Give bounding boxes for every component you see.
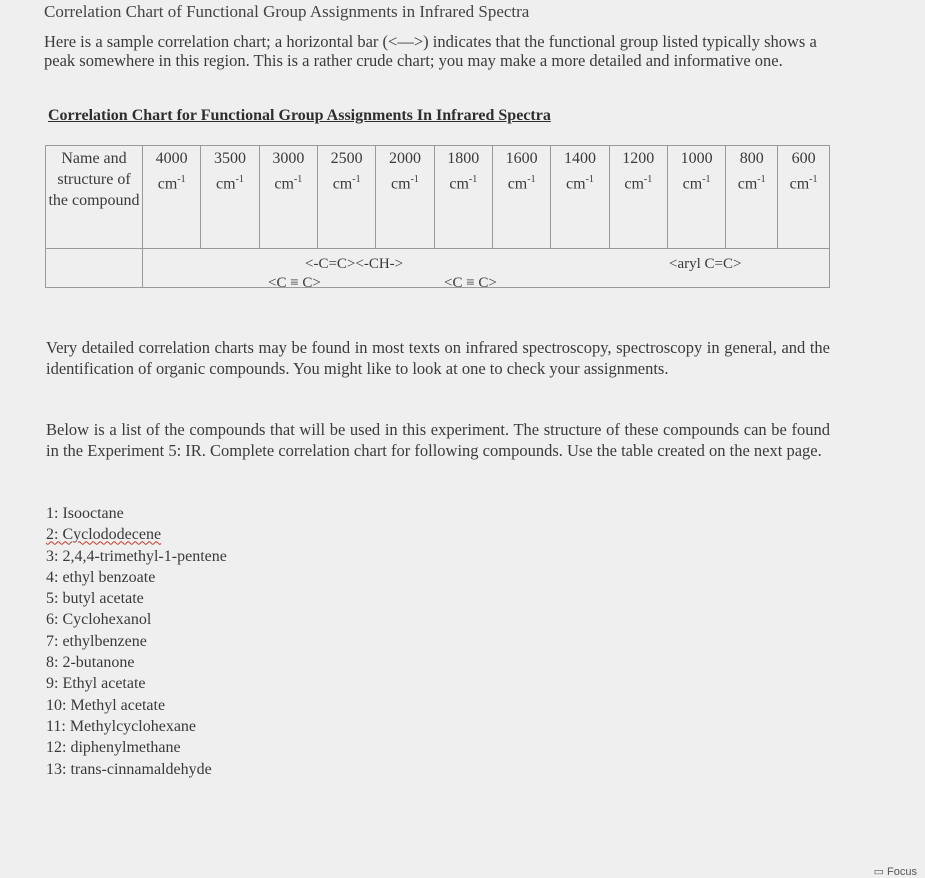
list-item: 10: Methyl acetate	[46, 696, 166, 714]
list-item: 13: trans-cinnamaldehyde	[46, 760, 212, 778]
focus-label: Focus	[887, 866, 917, 878]
list-item: 5: butyl acetate	[46, 590, 144, 608]
list-item: 2: Cyclododecene	[46, 526, 162, 544]
focus-icon: ▭	[873, 866, 884, 878]
wavenumber-cell: 600 $cm^{-1}$	[778, 146, 830, 249]
correlation-table	[45, 145, 830, 291]
wavenumber-cell: 1000 $cm^{-1}$	[667, 146, 725, 249]
list-item: 12: diphenylmethane	[46, 739, 181, 757]
intro-paragraph: Here is a sample correlation chart; a horizontal bar (<—>) indicates that the functional group listed typically shows a peak somewhere in this region. This is a rather crude chart; you may make a more detailed and informative one.	[44, 32, 817, 70]
chart-title: Correlation Chart for Functional Group Assignments In Infrared Spectra	[48, 107, 551, 124]
wavenumber-cell: 3500 $cm^{-1}$	[201, 146, 259, 249]
list-item: 6: Cyclohexanol	[46, 611, 152, 629]
alkene-ch-marker: <-C=C><-CH->	[305, 256, 404, 272]
header-title: Correlation Chart of Functional Group Assignments in Infrared Spectra	[44, 2, 530, 21]
compound-list	[46, 503, 227, 780]
wavenumber-cell: 1400 $cm^{-1}$	[551, 146, 609, 249]
wavenumber-cell: 1200 $cm^{-1}$	[609, 146, 667, 249]
paragraph-compound-list-intro: Below is a list of the compounds that will be used in this experiment. The structure of these compounds can be found in the Experiment 5: IR. Complete correlation chart for following compounds. Use the table created on the next page.	[46, 420, 830, 460]
wavenumber-cell: 4000 $cm^{-1}$	[143, 146, 201, 249]
focus-button[interactable]	[874, 865, 917, 878]
list-item: 7: ethylbenzene	[46, 632, 147, 650]
paragraph-correlation-texts: Very detailed correlation charts may be found in most texts on infrared spectroscopy, spectroscopy in general, and the identification of organic compounds. You might like to look at one to check your assignments.	[46, 338, 830, 378]
list-item: 11: Methylcyclohexane	[46, 717, 197, 735]
name-cell-empty	[46, 249, 143, 288]
wavenumber-cell: 1600 $cm^{-1}$	[492, 146, 550, 249]
table-header-row	[46, 146, 830, 249]
name-structure-header: Name and structure of the compound	[46, 146, 143, 249]
list-item: 4: ethyl benzoate	[46, 568, 156, 586]
aryl-marker: <aryl C=C>	[669, 256, 742, 272]
marker-span-cell	[143, 249, 830, 291]
list-item: 8: 2-butanone	[46, 654, 135, 672]
wavenumber-cell: 3000 $cm^{-1}$	[259, 146, 317, 249]
triple-bond-marker-1: <C ≡ C>	[268, 275, 321, 291]
wavenumber-cell: 2500 $cm^{-1}$	[317, 146, 375, 249]
triple-bond-marker-2: <C ≡ C>	[444, 275, 497, 291]
wavenumber-cell: 2000 $cm^{-1}$	[376, 146, 434, 249]
list-item: 9: Ethyl acetate	[46, 675, 146, 693]
list-item: 3: 2,4,4-trimethyl-1-pentene	[46, 547, 227, 565]
wavenumber-cell: 1800 $cm^{-1}$	[434, 146, 492, 249]
list-item: 1: Isooctane	[46, 505, 124, 522]
wavenumber-cell: 800 $cm^{-1}$	[726, 146, 778, 249]
table-marker-row	[46, 249, 830, 288]
